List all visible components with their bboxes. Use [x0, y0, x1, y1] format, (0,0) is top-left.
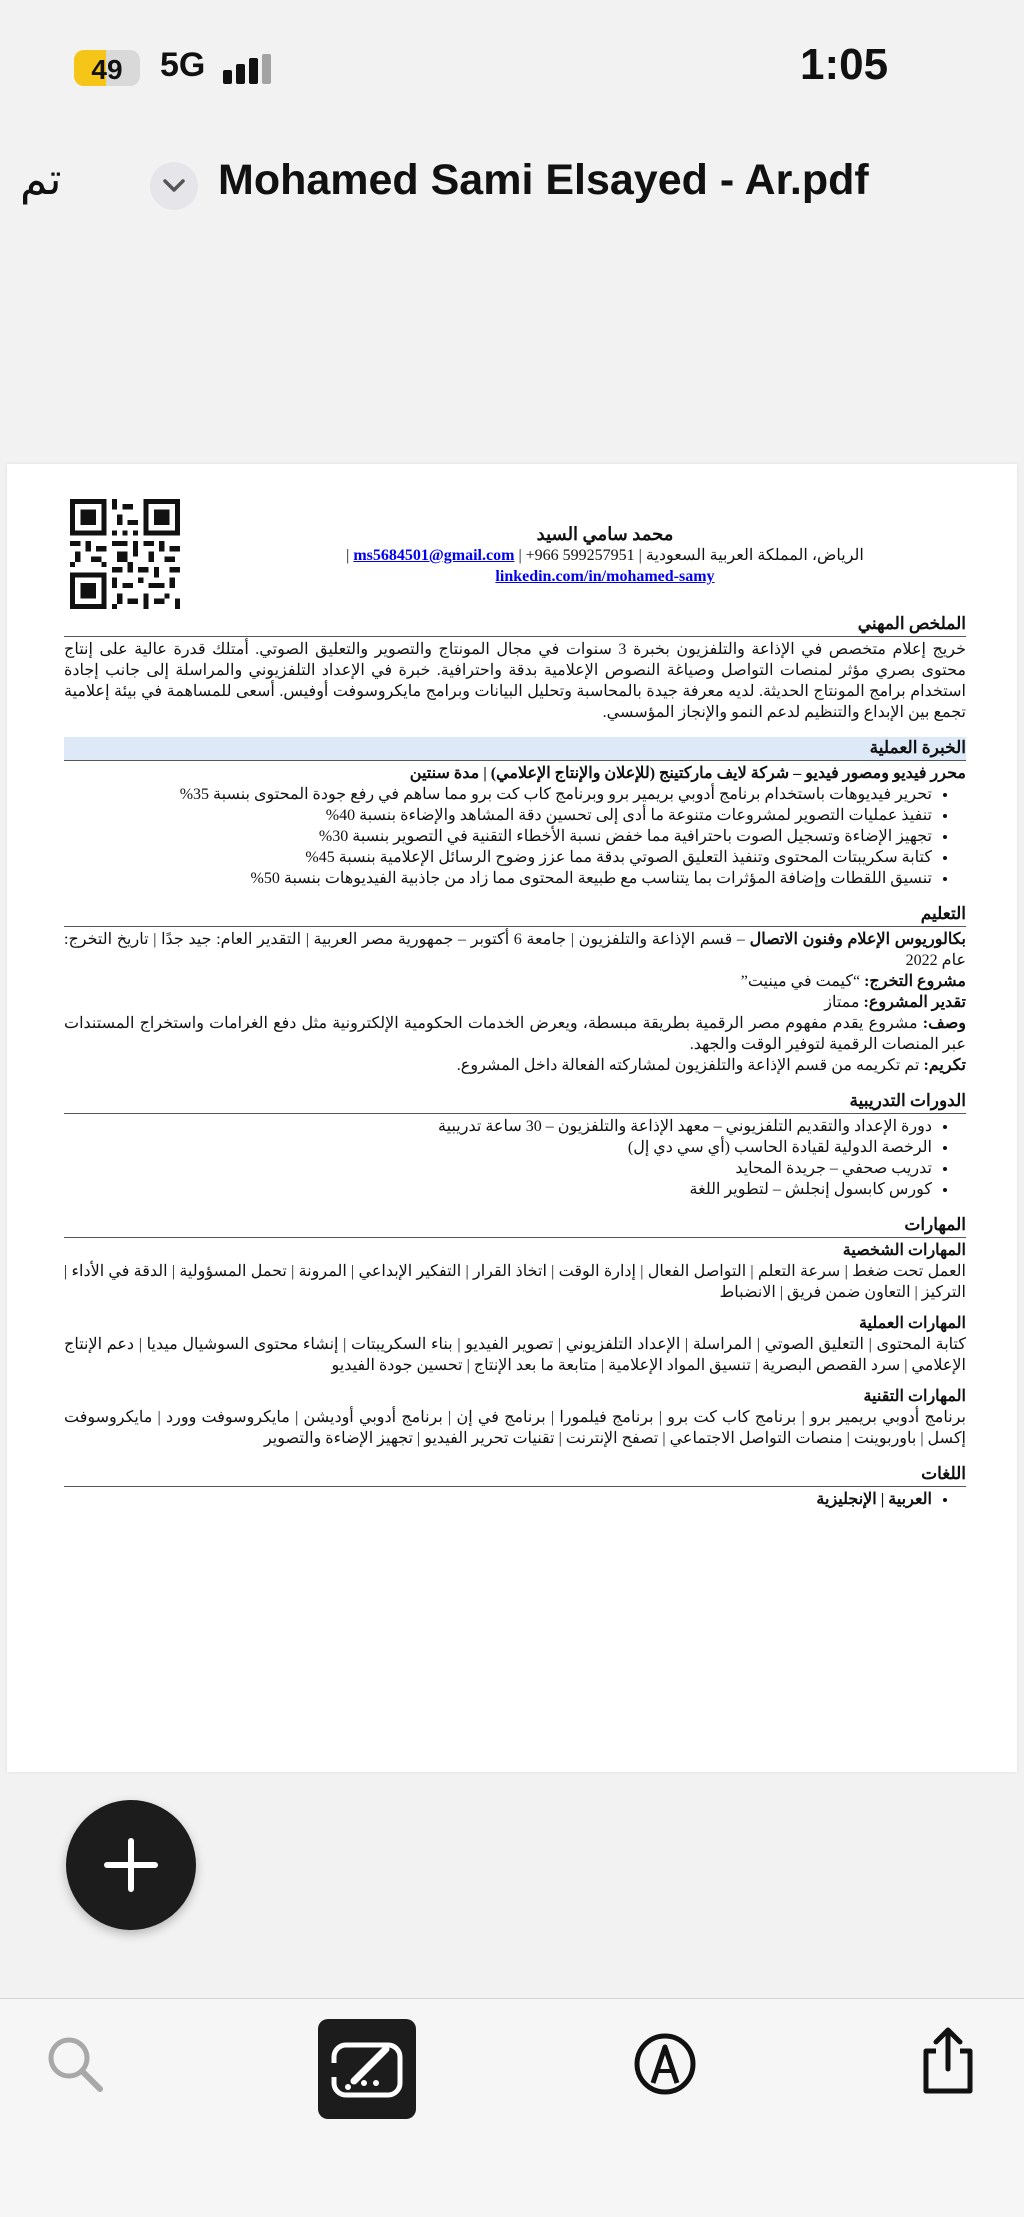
practical-skills: كتابة المحتوى | التعليق الصوتي | المراسلة | الإعداد التلفزيوني | تصوير الفيديو | بناء السكريبتات | إنشاء محتوى السوشيال ميديا | دعم الإنتاج الإعلامي | سرد القصص البصرية | تنسيق المواد الإعلامية | متابعة ما بعد الإنتاج | تحسين جودة الفيديو: [64, 1336, 966, 1374]
list-item: • الرخصة الدولية لقيادة الحاسب (أي سي دي إل): [64, 1137, 932, 1158]
honor-value: تم تكريمه من قسم الإذاعة والتلفزيون لمشاركته الفعالة داخل المشروع.: [456, 1057, 924, 1074]
search-button[interactable]: [44, 2033, 106, 2095]
contact-line: الرياض، المملكة العربية السعودية | +966 599257951 | ms5684501@gmail.com |: [346, 547, 864, 564]
project-line: [64, 971, 966, 992]
project-value: “كيمت في مينيت”: [740, 973, 865, 990]
languages-value: العربية | الإنجليزية: [816, 1491, 932, 1508]
battery-level: 49: [91, 54, 123, 85]
technical-skills: برنامج أدوبي بريمير برو | برنامج كاب كت برو | برنامج فيلمورا | برنامج في إن | برنامج أدوبي أوديشن | مايكروسوفت وورد | مايكروسوفت إكسل | باوربوينت | منصات التواصل الاجتماعي | تصفح الإنترنت | تقنيات تحرير الفيديو | تجهيز الإضاءة والتصوير: [64, 1409, 966, 1447]
search-icon: [44, 2033, 106, 2095]
nav-bar: [0, 140, 1024, 230]
network-type: 5G: [160, 46, 206, 84]
skills-heading: المهارات: [64, 1214, 966, 1238]
resume-content: [64, 524, 966, 1510]
resume-name: محمد سامي السيد: [536, 524, 674, 544]
grade-value: ممتاز: [824, 994, 864, 1011]
markup-pen-icon: [318, 2019, 416, 2119]
grade-label: تقدير المشروع:: [863, 994, 966, 1011]
desc-line: [64, 1013, 966, 1055]
list-item: • دورة الإعداد والتقديم التلفزيوني – معهد الإذاعة والتلفزيون – 30 ساعة تدريبية: [64, 1116, 932, 1137]
education-heading: التعليم: [64, 903, 966, 927]
experience-list: [64, 784, 966, 889]
done-button[interactable]: تم: [20, 155, 62, 204]
technical-skills-heading: المهارات التقنية: [863, 1388, 966, 1405]
signature-icon: [632, 2031, 698, 2097]
share-icon: [918, 2025, 978, 2097]
chevron-down-icon: [162, 176, 186, 196]
project-label: مشروع التخرج:: [864, 973, 966, 990]
battery-indicator: [74, 50, 140, 86]
summary-heading: الملخص المهني: [64, 613, 966, 637]
courses-heading: الدورات التدريبية: [64, 1090, 966, 1114]
markup-button[interactable]: [318, 2019, 416, 2119]
practical-skills-heading: المهارات العملية: [858, 1315, 966, 1332]
phone: +966 599257951: [525, 547, 635, 564]
signature-button[interactable]: [632, 2031, 698, 2097]
linkedin-link[interactable]: linkedin.com/in/mohamed-samy: [495, 568, 715, 585]
status-time: 1:05: [800, 40, 889, 89]
desc-value: مشروع يقدم مفهوم مصر الرقمية بطريقة مبسطة، ويعرض الخدمات الحكومية الإلكترونية مثل دفع الغرامات واستخراج المستندات عبر المنصات الرقمية لتوفير الوقت والجهد.: [64, 1015, 966, 1053]
add-button[interactable]: [66, 1800, 196, 1930]
degree-line: [64, 929, 966, 971]
list-item: • كتابة سكريبتات المحتوى وتنفيذ التعليق الصوتي بدقة مما عزز وضوح الرسائل الإعلامية بنسبة 45%: [64, 847, 932, 868]
personal-skills-heading: المهارات الشخصية: [842, 1242, 966, 1259]
languages-list: [64, 1489, 966, 1510]
pdf-page[interactable]: [7, 464, 1017, 1772]
degree: بكالوريوس الإعلام وفنون الاتصال: [749, 931, 967, 948]
experience-heading: الخبرة العملية: [64, 737, 966, 761]
list-item: • تنفيذ عمليات التصوير لمشروعات متنوعة ما أدى إلى تحسين دقة المشاهد والإضاءة بنسبة 40%: [64, 805, 932, 826]
languages-heading: اللغات: [64, 1463, 966, 1487]
list-item: • تدريب صحفي – جريدة المحايد: [64, 1158, 932, 1179]
honor-line: [64, 1055, 966, 1076]
plus-icon: [103, 1837, 159, 1893]
share-button[interactable]: [918, 2025, 978, 2097]
bottom-toolbar: [0, 1998, 1024, 2217]
personal-skills: العمل تحت ضغط | سرعة التعلم | التواصل الفعال | إدارة الوقت | اتخاذ القرار | التفكير الإبداعي | المرونة | تحمل المسؤولية | الدقة في الأداء | التركيز | التعاون ضمن فريق | الانضباط: [64, 1263, 966, 1301]
grade-line: [64, 992, 966, 1013]
list-item: • تحرير فيديوهات باستخدام برنامج أدوبي بريمير برو وبرنامج كاب كت برو مما ساهم في رفع جودة المحتوى بنسبة 35%: [64, 784, 932, 805]
title-menu-button[interactable]: [150, 162, 198, 210]
honor-label: تكريم:: [923, 1057, 966, 1074]
degree-details: – قسم الإذاعة والتلفزيون | جامعة 6 أكتوبر – جمهورية مصر العربية | التقدير العام: جيد جدًا | تاريخ التخرج: عام 2022: [64, 931, 966, 969]
signal-bars-icon: [223, 54, 279, 84]
list-item: • كورس كابسول إنجلش – لتطوير اللغة: [64, 1179, 932, 1200]
summary-text: خريج إعلام متخصص في الإذاعة والتلفزيون بخبرة 3 سنوات في مجال المونتاج والتصوير والتعليق الصوتي. أمتلك قدرة عالية على إنتاج محتوى بصري مؤثر لمنصات التواصل وصياغة النصوص الإعلامية بدقة واحترافية. خبرة في الإعداد التلفزيوني والمراسلة إلى جانب إجادة استخدام برامج المونتاج الحديثة. لديه معرفة جيدة بالمحاسبة وتحليل البيانات وبرامج مايكروسوفت أوفيس. أسعى للمساهمة في بيئة إعلامية تجمع بين الإبداع والتنظيم لدعم النمو والإنجاز المؤسسي.: [64, 641, 967, 721]
list-item: • تنسيق اللقطات وإضافة المؤثرات بما يتناسب مع طبيعة المحتوى مما زاد من جاذبية الفيديوهات بنسبة 50%: [64, 868, 932, 889]
linkedin-line: [244, 566, 966, 587]
list-item: [64, 1489, 932, 1510]
location: الرياض، المملكة العربية السعودية: [645, 547, 864, 564]
courses-list: [64, 1116, 966, 1200]
email-link[interactable]: ms5684501@gmail.com: [353, 547, 515, 564]
job-title: محرر فيديو ومصور فيديو – شركة لايف ماركتينج (للإعلان والإنتاج الإعلامي) | مدة سنتين: [409, 765, 966, 782]
list-item: • تجهيز الإضاءة وتسجيل الصوت باحترافية مما خفض نسبة الأخطاء التقنية في التصوير بنسبة 30%: [64, 826, 932, 847]
status-bar: [0, 0, 1024, 130]
document-title[interactable]: Mohamed Sami Elsayed - Ar.pdf: [218, 156, 869, 204]
desc-label: وصف:: [922, 1015, 966, 1032]
